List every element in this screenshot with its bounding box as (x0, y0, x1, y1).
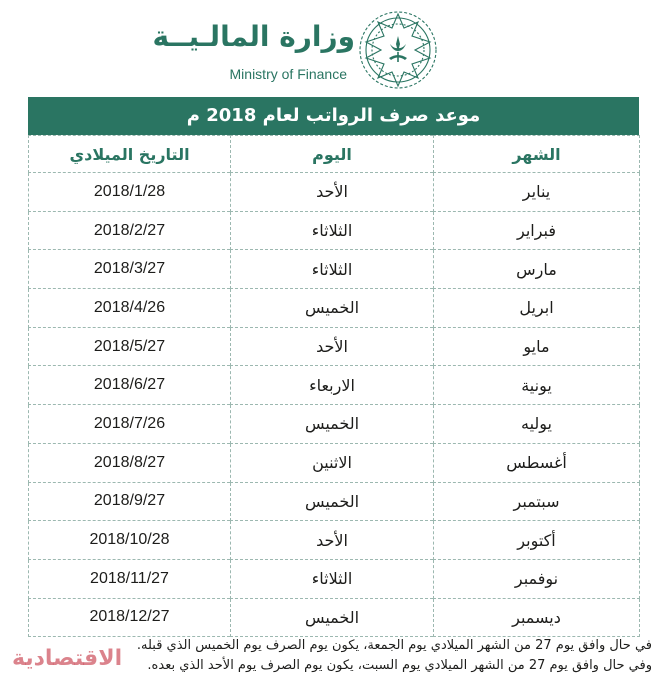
column-header-date: التاريخ الميلادي (29, 136, 231, 173)
date-cell: 2018/11/27 (29, 559, 231, 598)
month-cell: يناير (434, 173, 640, 212)
day-cell: الأحد (231, 327, 434, 366)
footnote-saturday: وفي حال وافق يوم 27 من الشهر الميلادي يوم السبت، يكون يوم الصرف يوم الأحد الذي بعده. (147, 658, 652, 673)
day-cell: الثلاثاء (231, 250, 434, 289)
date-cell: 2018/10/28 (29, 521, 231, 560)
table-row (29, 211, 640, 250)
date-cell: 2018/9/27 (29, 482, 231, 521)
date-cell: 2018/7/26 (29, 405, 231, 444)
month-cell: ابريل (434, 289, 640, 328)
month-cell: ديسمبر (434, 598, 640, 637)
month-cell: فبراير (434, 211, 640, 250)
table-row (29, 482, 640, 521)
table-row (29, 598, 640, 637)
date-cell: 2018/5/27 (29, 327, 231, 366)
column-header-day: اليوم (231, 136, 434, 173)
header (0, 0, 660, 96)
table-row (29, 443, 640, 482)
table-row (29, 173, 640, 212)
table-row (29, 327, 640, 366)
ministry-name-arabic: وزارة المالـيــة (152, 20, 355, 53)
day-cell: الاثنين (231, 443, 434, 482)
day-cell: الأحد (231, 521, 434, 560)
month-cell: يونية (434, 366, 640, 405)
day-cell: الخميس (231, 289, 434, 328)
month-cell: سبتمبر (434, 482, 640, 521)
day-cell: الثلاثاء (231, 559, 434, 598)
day-cell: الخميس (231, 482, 434, 521)
date-cell: 2018/2/27 (29, 211, 231, 250)
salary-schedule-table (28, 135, 640, 637)
ministry-name-english: Ministry of Finance (229, 66, 347, 82)
date-cell: 2018/3/27 (29, 250, 231, 289)
month-cell: مارس (434, 250, 640, 289)
table-row (29, 250, 640, 289)
table-row (29, 366, 640, 405)
day-cell: الثلاثاء (231, 211, 434, 250)
footnote-friday: في حال وافق يوم 27 من الشهر الميلادي يوم الجمعة، يكون يوم الصرف يوم الخميس الذي قبله. (136, 638, 652, 653)
table-row (29, 289, 640, 328)
day-cell: الاربعاء (231, 366, 434, 405)
month-cell: أكتوبر (434, 521, 640, 560)
day-cell: الخميس (231, 405, 434, 444)
column-header-month: الشهر (434, 136, 640, 173)
month-cell: أغسطس (434, 443, 640, 482)
table-row (29, 559, 640, 598)
date-cell: 2018/4/26 (29, 289, 231, 328)
date-cell: 2018/12/27 (29, 598, 231, 637)
table-row (29, 405, 640, 444)
month-cell: يوليه (434, 405, 640, 444)
ministry-emblem-icon (355, 8, 441, 92)
date-cell: 2018/8/27 (29, 443, 231, 482)
date-cell: 2018/1/28 (29, 173, 231, 212)
day-cell: الأحد (231, 173, 434, 212)
table-row (29, 521, 640, 560)
month-cell: مايو (434, 327, 640, 366)
source-watermark: الاقتصادية (12, 646, 123, 671)
page-title: موعد صرف الرواتب لعام 2018 م (28, 97, 639, 135)
day-cell: الخميس (231, 598, 434, 637)
table-header-row (29, 136, 640, 173)
date-cell: 2018/6/27 (29, 366, 231, 405)
month-cell: نوفمبر (434, 559, 640, 598)
